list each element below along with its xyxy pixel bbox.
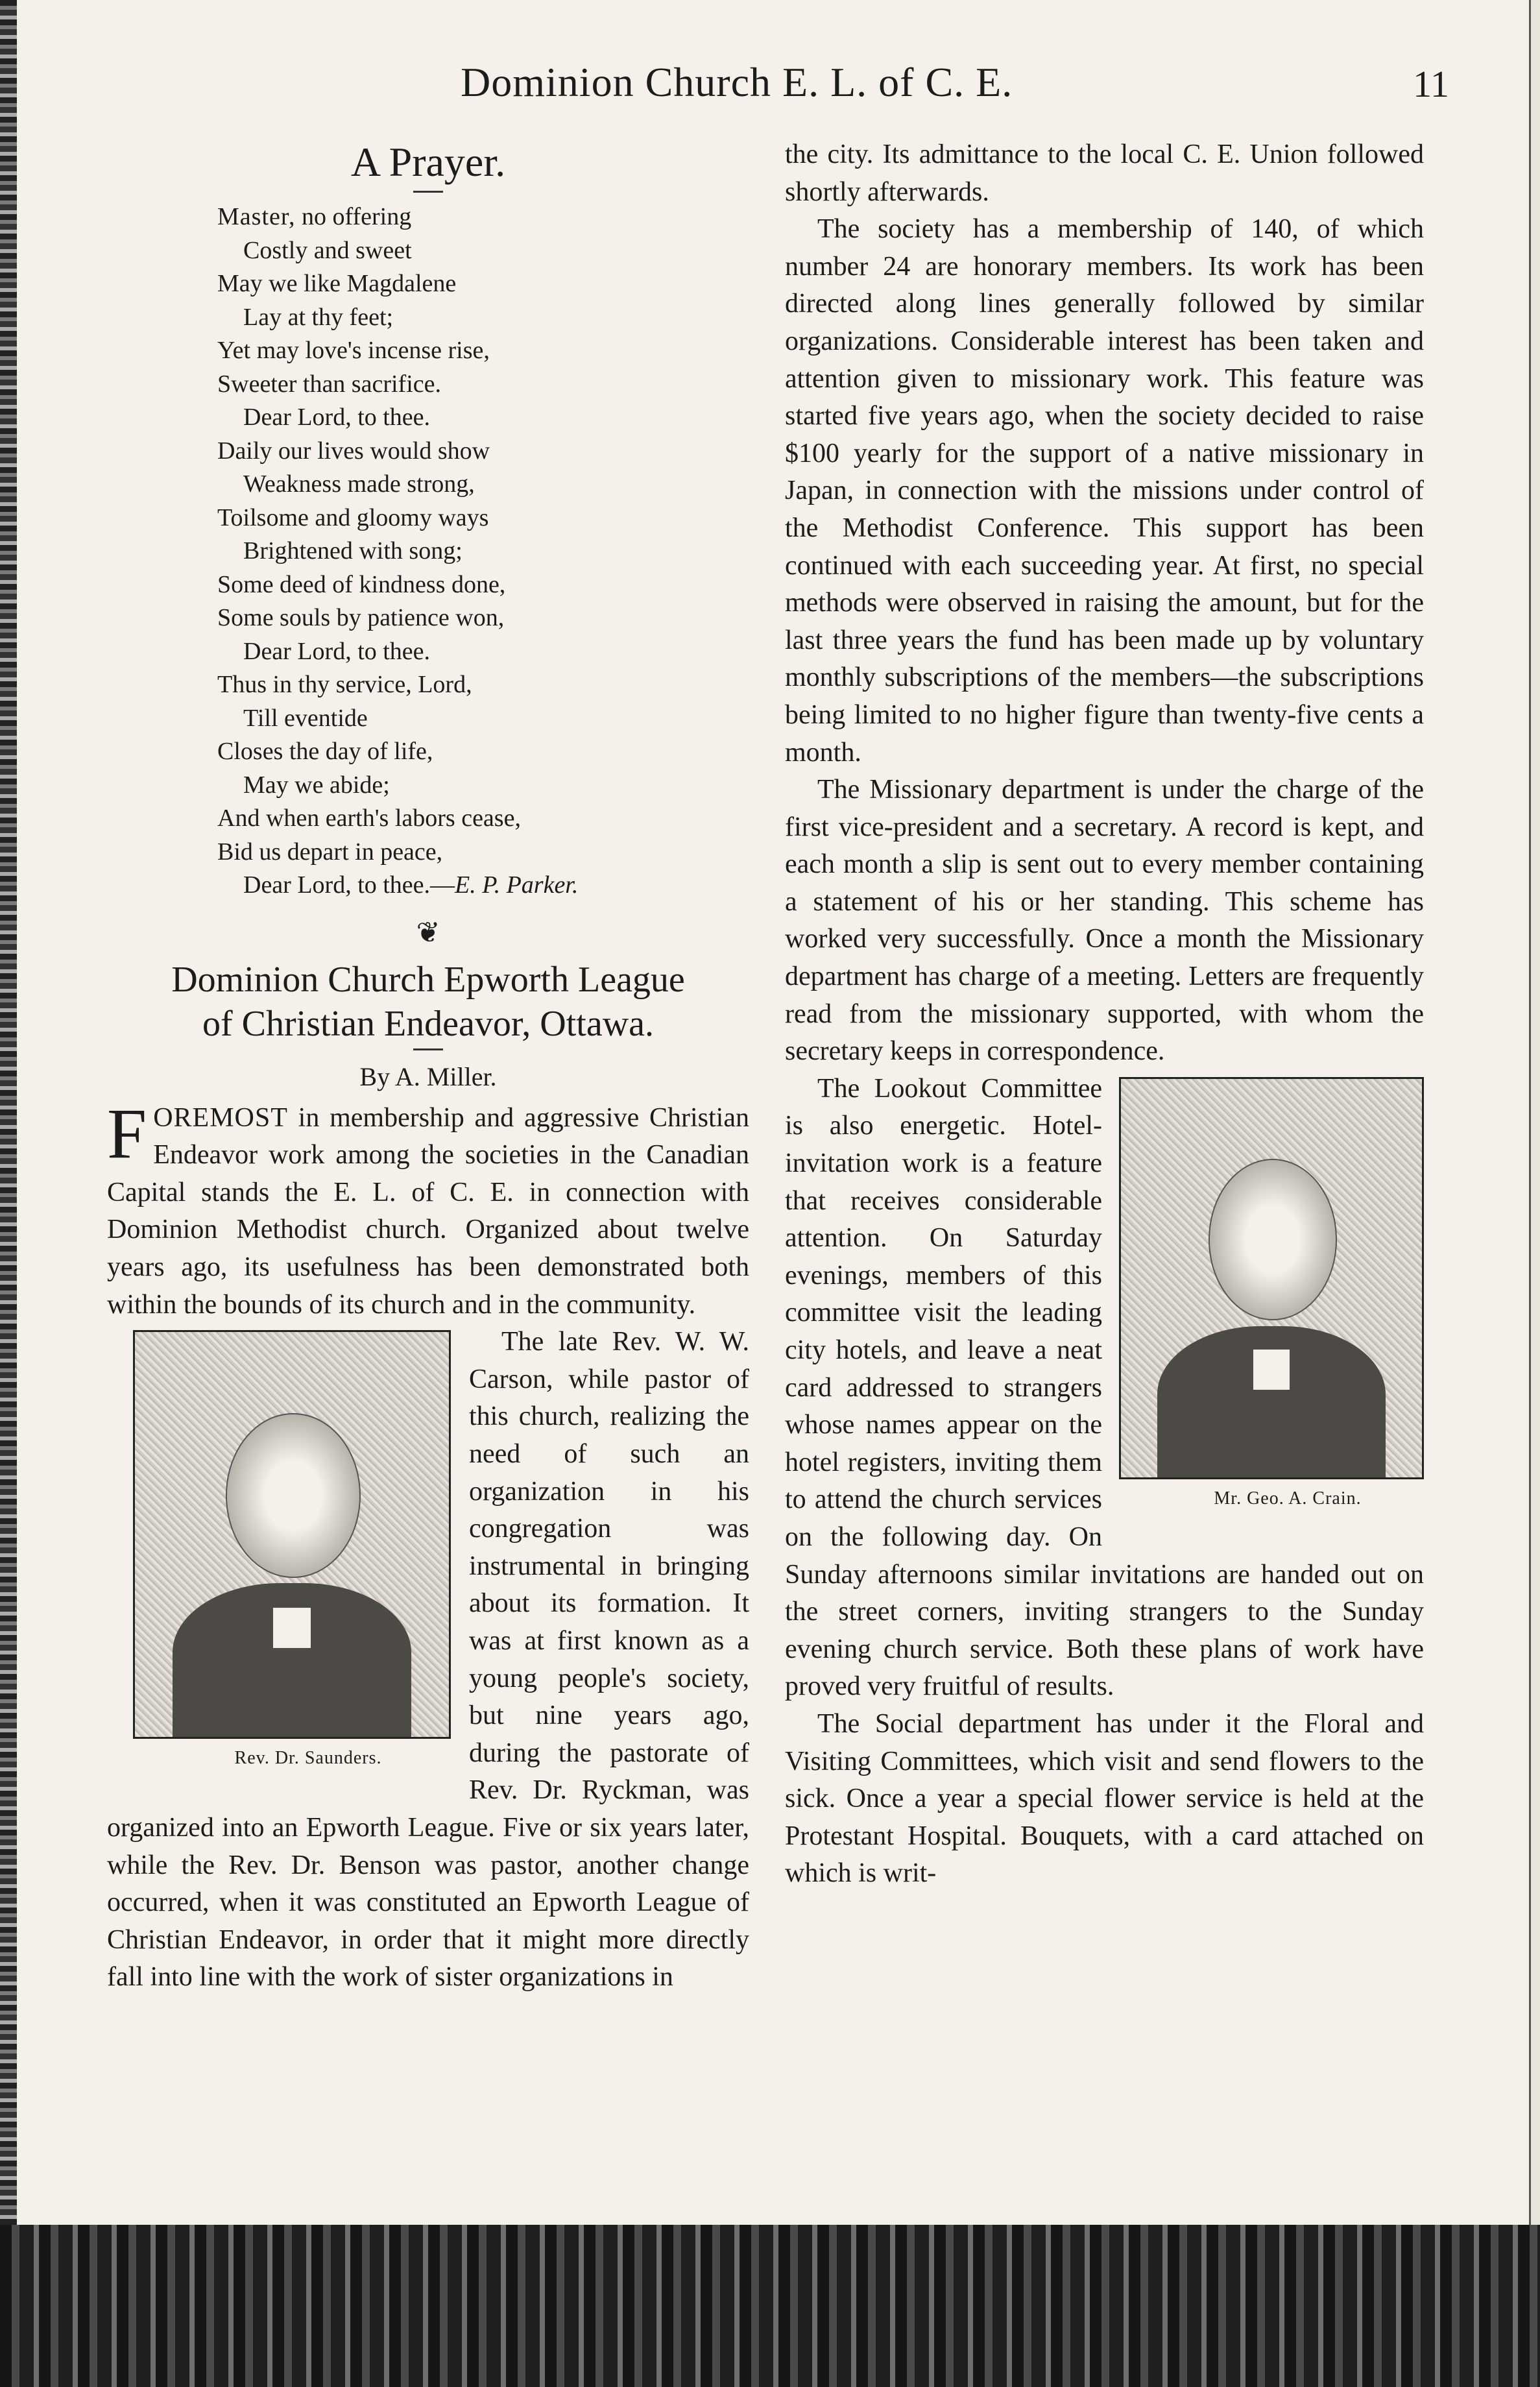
paragraph-1-text: in membership and aggressive Christian Endeavor work among the societies in the Canadian Capital stands the E. L. of C. E. in connection with Dominion Methodist church. Organized about twelve years ago, its usefulness has been demonstrated both within the bounds of its church and in the community. bbox=[107, 1102, 749, 1320]
article-title-line-2: of Christian Endeavor, Ottawa. bbox=[202, 1004, 654, 1045]
poem-first-word: Master, bbox=[217, 203, 296, 230]
poem-line: Yet may love's incense rise, bbox=[217, 337, 490, 364]
scan-bottom-band bbox=[0, 2225, 1540, 2387]
article-paragraph-5: The Missionary department is under the charge of the first vice-president and a secretary. A record is kept, and each month a slip is sent out to every member containing a statement of his or her standing. This scheme has worked very successfully. Once a month the Missionary department has charge of a meeting. Letters are frequently read from the missionary supported, with whom the secretary keeps in correspondence. bbox=[785, 775, 1424, 1067]
caps-word: OREMOST bbox=[153, 1102, 288, 1133]
article-paragraph-3: the city. Its admittance to the local C. E. Union followed shortly afterwards. bbox=[785, 139, 1424, 207]
title-rule bbox=[413, 191, 443, 193]
drop-cap: F bbox=[107, 1093, 147, 1173]
article-paragraph-2 bbox=[107, 1324, 749, 1996]
poem-line: Some souls by patience won, bbox=[217, 604, 505, 631]
poem-line bbox=[217, 200, 749, 234]
article-paragraph-1 bbox=[107, 1093, 749, 1324]
poem-line: Daily our lives would show bbox=[217, 437, 490, 465]
portrait-photo bbox=[133, 1330, 451, 1739]
page-header bbox=[0, 58, 1540, 117]
poem-line: Toilsome and gloomy ways bbox=[217, 503, 489, 531]
title-rule bbox=[413, 1048, 443, 1050]
poem-line: Lay at thy feet; bbox=[243, 303, 394, 331]
article-paragraph-6 bbox=[785, 1071, 1424, 1706]
poem-line: Some deed of kindness done, bbox=[217, 570, 506, 598]
poem-author: E. P. Parker. bbox=[455, 871, 579, 899]
portrait-head bbox=[226, 1413, 360, 1578]
portrait-body bbox=[173, 1583, 411, 1737]
scan-edge-left bbox=[0, 0, 17, 2387]
poem-line: And when earth's labors cease, bbox=[217, 805, 521, 832]
right-column bbox=[785, 136, 1424, 1893]
poem-line: Weakness made strong, bbox=[243, 470, 475, 498]
paragraph-2-text: The late Rev. W. W. Carson, while pastor of this church, realizing the need of such an organization in his congregation was instrumental in bringing about its formation. It was at first known as a young people's society, but nine years ago, during the pastorate of Rev. Dr. Ryckman, was organized into an Epworth League. Five or six years later, while the Rev. Dr. Benson was pastor, another change occurred, when it was constituted an Epworth League of Christian Endeavor, in order that it might more directly fall into line with the work of sister organizations in bbox=[107, 1327, 749, 1993]
poem-line: Dear Lord, to thee. bbox=[243, 637, 431, 665]
poem-line: Sweeter than sacrifice. bbox=[217, 370, 441, 398]
figure-caption: Rev. Dr. Saunders. bbox=[234, 1748, 382, 1769]
portrait-collar bbox=[1253, 1350, 1290, 1389]
running-title: Dominion Church E. L. of C. E. bbox=[461, 59, 1013, 105]
figure-rev-saunders bbox=[133, 1330, 451, 1781]
poem-line: Costly and sweet bbox=[243, 236, 412, 264]
scan-edge-right bbox=[1529, 0, 1540, 2387]
figure-geo-crain bbox=[1119, 1077, 1424, 1525]
article-paragraph-7: The Social department has under it the Floral and Visiting Committees, which visit and send flowers to the sick. Once a year a special flower service is held at the Protestant Hospital. Bouquets, with a card attached on which is writ- bbox=[785, 1708, 1424, 1889]
page-number: 11 bbox=[1413, 63, 1449, 105]
portrait-collar bbox=[273, 1608, 311, 1648]
ornament-icon: ❦ bbox=[416, 916, 440, 949]
poem-line: May we like Magdalene bbox=[217, 270, 457, 297]
poem-line: Bid us depart in peace, bbox=[217, 838, 443, 866]
article-title bbox=[107, 958, 749, 1046]
poem-line: Brightened with song; bbox=[243, 537, 463, 564]
left-column bbox=[107, 136, 749, 1996]
poem-first-line-rest: no offering bbox=[295, 203, 412, 230]
poem-line: Thus in thy service, Lord, bbox=[217, 671, 472, 698]
poem-line: May we abide; bbox=[243, 771, 390, 799]
poem-line: Till eventide bbox=[243, 704, 368, 732]
portrait-head bbox=[1209, 1159, 1338, 1321]
portrait-body bbox=[1157, 1326, 1386, 1477]
portrait-photo bbox=[1119, 1077, 1424, 1479]
byline: By A. Miller. bbox=[359, 1062, 497, 1092]
poem-body bbox=[217, 200, 749, 903]
article-title-line-1: Dominion Church Epworth League bbox=[171, 960, 685, 1000]
poem-last-line bbox=[217, 869, 749, 903]
article-paragraph-4: The society has a membership of 140, of which number 24 are honorary members. Its work has been directed along lines generally followed by similar organizations. Considerable interest has been taken and attention given to missionary work. This feature was started five years ago, when the society decided to raise $100 yearly for the support of a native missionary in Japan, in connection with the missions under control of the Methodist Conference. This support has been continued with each succeeding year. At first, no special methods were observed in raising the amount, but for the last three years the fund has been made up by voluntary monthly subscriptions of the members—the subscriptions being limited to no higher figure than twenty-five cents a month. bbox=[785, 214, 1424, 768]
poem-last-line-text: Dear Lord, to thee.— bbox=[243, 871, 455, 899]
poem-line: Closes the day of life, bbox=[217, 738, 433, 765]
figure-caption: Mr. Geo. A. Crain. bbox=[1214, 1488, 1362, 1509]
paragraph-6-text: The Lookout Committee is also energetic. Hotel-invitation work is a feature that receives considerable attention. On Saturday evenings, members of this committee visit the leading city hotels, and leave a neat card addressed to strangers whose names appear on the hotel registers, inviting them to attend the church services on the following day. On Sunday afternoons similar invitations are handed out on the street corners, inviting strangers to the Sunday evening church service. Both these plans of work have proved very fruitful of results. bbox=[785, 1073, 1424, 1702]
poem-title: A Prayer. bbox=[350, 139, 506, 185]
poem-line: Dear Lord, to thee. bbox=[243, 404, 431, 431]
